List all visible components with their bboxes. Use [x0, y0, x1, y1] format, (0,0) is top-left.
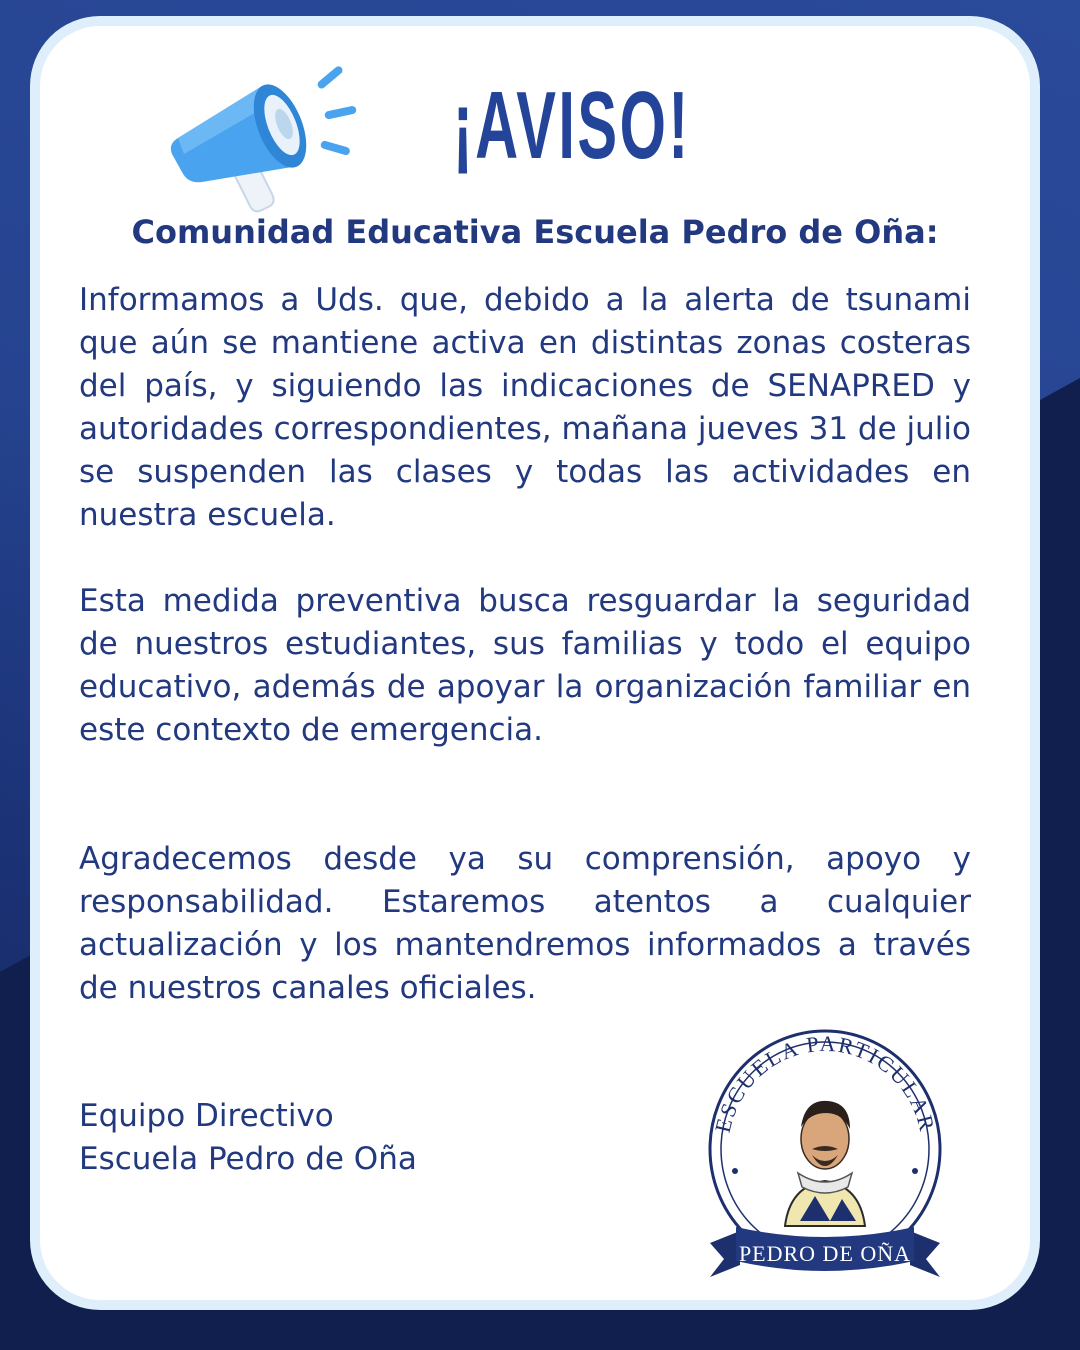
signature-line-1: Equipo Directivo	[79, 1098, 334, 1134]
paragraph-2: Esta medida preventiva busca resguardar la seguridad de nuestros estudiantes, sus familias y todo el equipo educativo, además de apoyar la organización familiar en este contexto de emergencia.	[79, 583, 971, 748]
svg-text:PEDRO DE OÑA: PEDRO DE OÑA	[738, 1241, 912, 1266]
page-title	[380, 66, 760, 186]
signature-line-2: Escuela Pedro de Oña	[79, 1141, 417, 1177]
paragraph-1: Informamos a Uds. que, debido a la alerta de tsunami que aún se mantiene activa en distintas zonas costeras del país, y siguiendo las indicaciones de SENAPRED y autoridades correspondientes, mañana jueves 31 de julio se suspenden las clases y todas las actividades en nuestra escuela.	[79, 282, 971, 533]
announcement-card	[40, 26, 1030, 1300]
title-text: ¡AVISO!	[452, 72, 691, 179]
school-seal-logo	[680, 1021, 970, 1281]
signature	[79, 1095, 417, 1181]
paragraph-3: Agradecemos desde ya su comprensión, apoyo y responsabilidad. Estaremos atentos a cualquier actualización y los mantendremos informados a través de nuestros canales oficiales.	[79, 841, 971, 1006]
megaphone-icon	[158, 46, 358, 216]
svg-text:ESCUELA PARTICULAR: ESCUELA PARTICULAR	[709, 1030, 941, 1135]
subtitle: Comunidad Educativa Escuela Pedro de Oña:	[131, 213, 939, 251]
